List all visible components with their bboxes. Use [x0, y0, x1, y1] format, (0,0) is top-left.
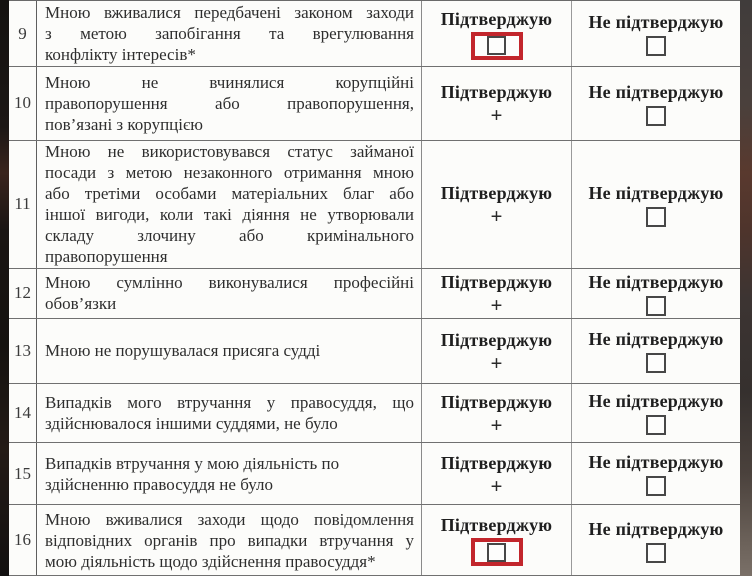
confirm-cell: [422, 141, 572, 268]
not-confirm-cell: [572, 1, 740, 66]
plus-mark: +: [490, 103, 503, 128]
confirm-mark: [471, 32, 523, 60]
not-confirm-label: Не підтверджую: [588, 182, 724, 203]
not-confirm-cell: [572, 319, 740, 383]
confirm-mark: [490, 412, 503, 437]
not-confirm-label: Не підтверджую: [588, 81, 724, 102]
table-row: [9, 505, 740, 576]
statement-text: Мною не порушувалася присяга судді: [37, 319, 422, 383]
table-row: [9, 443, 740, 505]
not-confirm-cell: [572, 141, 740, 268]
confirm-cell: [422, 67, 572, 140]
table-row: [9, 1, 740, 67]
confirm-cell: [422, 384, 572, 443]
confirm-mark: [471, 538, 523, 566]
not-confirm-label: Не підтверджую: [588, 518, 724, 539]
not-confirm-label: Не підтверджую: [588, 391, 724, 412]
not-confirm-checkbox[interactable]: [646, 106, 666, 126]
not-confirm-checkbox[interactable]: [646, 543, 666, 563]
table-row: [9, 384, 740, 444]
not-confirm-cell: [572, 505, 740, 575]
table-row: [9, 319, 740, 384]
row-number: 13: [9, 319, 37, 383]
not-confirm-cell: [572, 443, 740, 504]
statement-text: Мною сумлінно виконувалися професійні обов’язки: [37, 269, 422, 318]
confirm-label: Підтверджую: [440, 329, 553, 350]
confirm-label: Підтверджую: [440, 515, 553, 536]
scan-edge-left: [0, 0, 9, 576]
row-number: 9: [9, 1, 37, 66]
confirm-label: Підтверджую: [440, 8, 553, 29]
confirm-mark: [490, 350, 503, 375]
confirm-label: Підтверджую: [440, 183, 553, 204]
confirm-label: Підтверджую: [440, 391, 553, 412]
confirm-checkbox[interactable]: [487, 36, 506, 55]
not-confirm-checkbox[interactable]: [646, 353, 666, 373]
confirm-mark: [490, 293, 503, 318]
table-row: [9, 67, 740, 141]
table-row: [9, 141, 740, 269]
statement-text: Випадків втручання у мою діяльність по здійсненню правосуддя не було: [37, 443, 422, 504]
plus-mark: +: [490, 412, 503, 437]
not-confirm-checkbox[interactable]: [646, 296, 666, 316]
row-number: 15: [9, 443, 37, 504]
confirm-cell: [422, 505, 572, 575]
statement-text: Мною не використовувався статус займаної посади з метою незаконного отримання мною або третіми особами матеріальних благ або іншої вигоди, коли такі діяння не утворювали складу злочину або кримінального правопорушення: [37, 141, 422, 268]
row-number: 11: [9, 141, 37, 268]
confirm-mark: [490, 103, 503, 128]
statement-text: Мною вживалися заходи щодо повідомлення відповідних органів про випадки втручання у мою діяльність щодо здійснення правосуддя*: [37, 505, 422, 575]
confirm-mark: [490, 473, 503, 498]
not-confirm-label: Не підтверджую: [588, 12, 724, 32]
not-confirm-label: Не підтверджую: [588, 329, 724, 350]
statement-text: Мною вживалися передбачені законом заходи з метою запобігання та врегулювання конфлікту інтересів*: [37, 1, 422, 66]
row-number: 10: [9, 67, 37, 140]
confirm-cell: [422, 269, 572, 318]
plus-mark: +: [490, 350, 503, 375]
confirm-cell: [422, 443, 572, 504]
not-confirm-cell: [572, 67, 740, 140]
statement-text: Мною не вчинялися корупційні правопорушення або правопорушення, пов’язані з корупцією: [37, 67, 422, 140]
confirm-label: Підтверджую: [440, 452, 553, 473]
statement-text: Випадків мого втручання у правосуддя, що здійснювалося іншими суддями, не було: [37, 384, 422, 443]
row-number: 12: [9, 269, 37, 318]
table-row: [9, 269, 740, 319]
confirm-cell: [422, 319, 572, 383]
plus-mark: +: [490, 293, 503, 318]
confirm-label: Підтверджую: [440, 272, 553, 293]
not-confirm-cell: [572, 384, 740, 443]
red-highlight-box: [471, 32, 523, 60]
not-confirm-cell: [572, 269, 740, 318]
not-confirm-checkbox[interactable]: [646, 476, 666, 496]
declaration-table: [9, 0, 740, 576]
not-confirm-checkbox[interactable]: [646, 415, 666, 435]
not-confirm-label: Не підтверджую: [588, 452, 724, 473]
not-confirm-label: Не підтверджую: [588, 271, 724, 292]
row-number: 14: [9, 384, 37, 443]
plus-mark: +: [490, 473, 503, 498]
confirm-checkbox[interactable]: [487, 543, 506, 562]
confirm-cell: [422, 1, 572, 66]
confirm-label: Підтверджую: [440, 82, 553, 103]
row-number: 16: [9, 505, 37, 575]
confirm-mark: [490, 204, 503, 229]
red-highlight-box: [471, 538, 523, 566]
scan-edge-right: [740, 0, 752, 576]
not-confirm-checkbox[interactable]: [646, 36, 666, 56]
plus-mark: +: [490, 204, 503, 229]
not-confirm-checkbox[interactable]: [646, 207, 666, 227]
